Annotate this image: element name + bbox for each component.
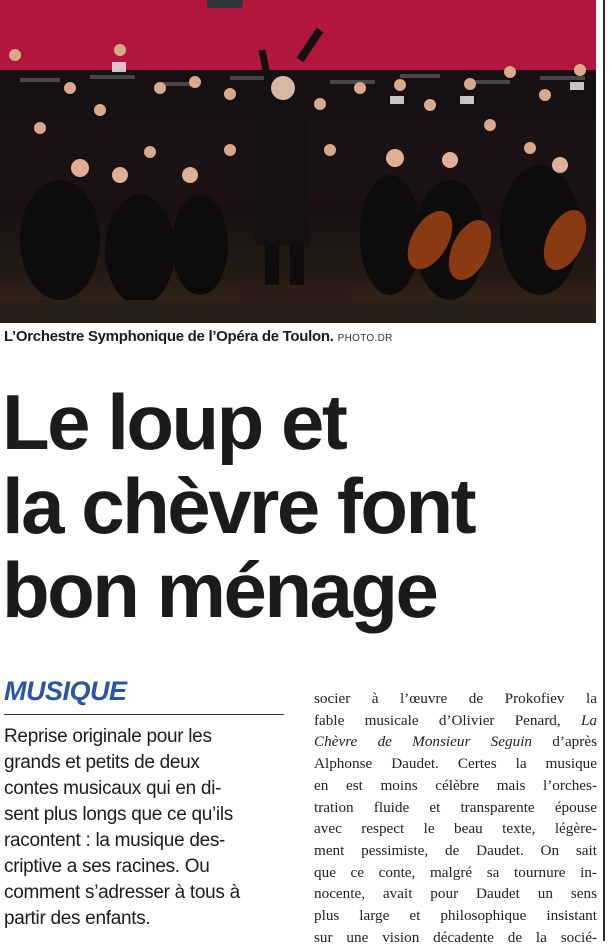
- body-line: Alphonse Daudet. Certes la musique: [314, 755, 597, 773]
- caption-text: L’Orchestre Symphonique de l’Opéra de Toulon.: [4, 328, 334, 345]
- body-line: nocente, avait pour Daudet un sens: [314, 885, 597, 903]
- rubric-divider: [4, 714, 284, 715]
- body-line: fable musicale d’Olivier Penard, La: [314, 711, 597, 729]
- lead-line: comment s’adresser à tous à: [4, 882, 240, 903]
- body-line: ment pessimiste, de Daudet. On sait: [314, 841, 597, 859]
- lead-paragraph: [4, 724, 289, 932]
- headline-line: Le loup et: [2, 378, 346, 466]
- lead-line: partir des enfants.: [4, 908, 151, 929]
- camera-tab-mark: [207, 0, 243, 8]
- lead-line: contes musicaux qui en di-: [4, 778, 222, 799]
- body-line: avec respect le beau texte, légère-: [314, 820, 597, 838]
- lead-line: criptive a ses racines. Ou: [4, 856, 210, 877]
- lead-line: Reprise originale pour les: [4, 726, 212, 747]
- body-line: Chèvre de Monsieur Seguin d’après: [314, 733, 597, 751]
- orchestra-photo: [0, 0, 596, 323]
- photo-credit: PHOTO.DR: [337, 333, 393, 344]
- section-rubric: MUSIQUE: [4, 676, 127, 706]
- headline-line: la chèvre font: [2, 462, 475, 550]
- body-line: que ce conte, malgré sa tournure in-: [314, 863, 597, 881]
- headline-line: bon ménage: [2, 546, 437, 634]
- lead-line: sent plus longs que ce qu’ils: [4, 804, 233, 825]
- body-line: en est moins célèbre mais l’orches-: [314, 776, 597, 794]
- body-line: socier à l’œuvre de Prokofiev la: [314, 690, 597, 707]
- headline: [2, 380, 602, 632]
- photo-caption: [4, 328, 393, 345]
- lead-line: racontent : la musique des-: [4, 830, 226, 851]
- lead-line: grands et petits de deux: [4, 752, 200, 773]
- body-line: sur une vision décadente de la socié-: [314, 928, 597, 946]
- body-line: tration fluide et transparente épouse: [314, 798, 597, 816]
- body-line: plus large et philosophique insistant: [314, 907, 597, 925]
- column-border: [603, 0, 605, 941]
- article-body-column: [314, 688, 597, 948]
- orchestra-illustration: [0, 0, 596, 323]
